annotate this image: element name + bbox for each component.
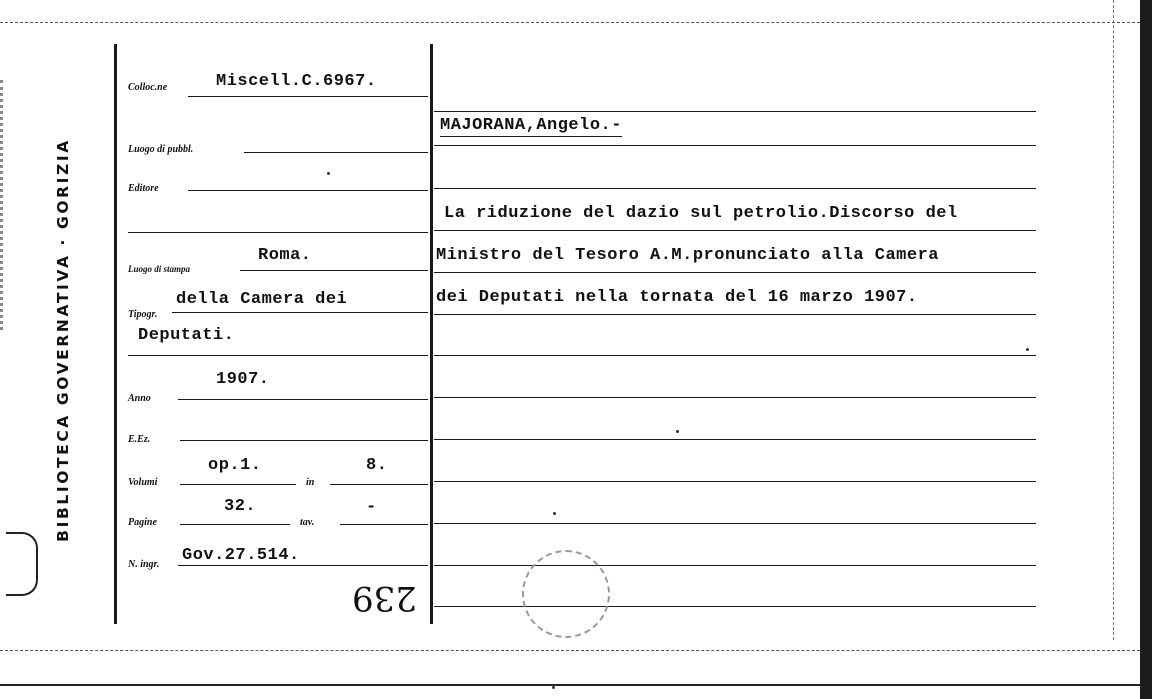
right-rule-9 xyxy=(434,439,1036,440)
right-rule-10 xyxy=(434,481,1036,482)
blank-line-2 xyxy=(128,355,428,356)
tipografia-value-line1: della Camera dei xyxy=(176,290,348,309)
luogo-stampa-label: Luogo di stampa xyxy=(128,264,191,274)
middle-column-rule xyxy=(430,44,433,624)
left-clip-mark xyxy=(6,532,38,596)
tavole-line xyxy=(340,524,428,525)
n-ingresso-label: N. ingr. xyxy=(128,559,160,570)
page-bottom-line xyxy=(0,684,1152,686)
title-line-1: La riduzione del dazio sul petrolio.Discorso del xyxy=(444,204,958,223)
anno-line xyxy=(178,399,428,400)
collocazione-label: Colloc.ne xyxy=(128,82,168,93)
handwritten-inventory-number: 239 xyxy=(352,578,417,618)
author-heading: MAJORANA,Angelo.- xyxy=(440,116,622,135)
blank-line-1 xyxy=(128,232,428,233)
n-ingresso-line xyxy=(178,565,428,566)
card-bottom-border xyxy=(0,650,1140,651)
editore-line xyxy=(188,190,428,191)
anno-label: Anno xyxy=(128,393,151,404)
luogo-pubblicazione-label: Luogo di pubbl. xyxy=(128,144,194,155)
collocazione-line xyxy=(188,96,428,97)
right-rule-5 xyxy=(434,272,1036,273)
edizione-line xyxy=(180,440,428,441)
right-edge-strip xyxy=(1140,0,1152,699)
luogo-stampa-line xyxy=(240,270,428,271)
pagine-label: Pagine xyxy=(128,517,157,528)
tipografia-line xyxy=(172,312,428,313)
right-rule-12 xyxy=(434,565,1036,566)
right-rule-6 xyxy=(434,314,1036,315)
right-rule-11 xyxy=(434,523,1036,524)
speck xyxy=(327,172,330,175)
right-card-edge xyxy=(1113,0,1114,640)
speck xyxy=(552,686,555,689)
speck xyxy=(553,512,556,515)
right-rule-8 xyxy=(434,397,1036,398)
right-rule-7 xyxy=(434,355,1036,356)
right-rule-2 xyxy=(434,145,1036,146)
luogo-stampa-value: Roma. xyxy=(258,246,312,265)
luogo-pubblicazione-line xyxy=(244,152,428,153)
in-line xyxy=(330,484,428,485)
tavole-label: tav. xyxy=(300,517,315,528)
pagine-line xyxy=(180,524,290,525)
n-ingresso-value: Gov.27.514. xyxy=(182,546,300,565)
title-line-2: Ministro del Tesoro A.M.pronunciato alla Camera xyxy=(436,246,939,265)
title-line-3: dei Deputati nella tornata del 16 marzo 1907. xyxy=(436,288,918,307)
volumi-value: op.1. xyxy=(208,456,262,475)
right-rule-4 xyxy=(434,230,1036,231)
tipografia-label: Tipogr. xyxy=(128,309,158,320)
volumi-line xyxy=(180,484,296,485)
anno-value: 1907. xyxy=(216,370,270,389)
volumi-label: Volumi xyxy=(128,477,158,488)
collocazione-value: Miscell.C.6967. xyxy=(216,72,377,91)
tipografia-value-line2: Deputati. xyxy=(138,326,235,345)
edizione-label: E.Ez. xyxy=(128,434,151,445)
card-top-border xyxy=(0,22,1140,23)
left-edge-texture xyxy=(0,80,27,330)
in-value: 8. xyxy=(366,456,388,475)
library-side-label: BIBLIOTECA GOVERNATIVA · GORIZIA xyxy=(54,138,72,542)
editore-label: Editore xyxy=(128,183,159,194)
in-label: in xyxy=(306,477,315,488)
tavole-value: - xyxy=(366,498,377,517)
right-rule-3 xyxy=(434,188,1036,189)
speck xyxy=(1026,348,1029,351)
speck xyxy=(676,430,679,433)
pagine-value: 32. xyxy=(224,497,257,516)
right-rule-1 xyxy=(434,111,1036,112)
left-column-rule xyxy=(114,44,117,624)
library-stamp xyxy=(522,550,610,638)
